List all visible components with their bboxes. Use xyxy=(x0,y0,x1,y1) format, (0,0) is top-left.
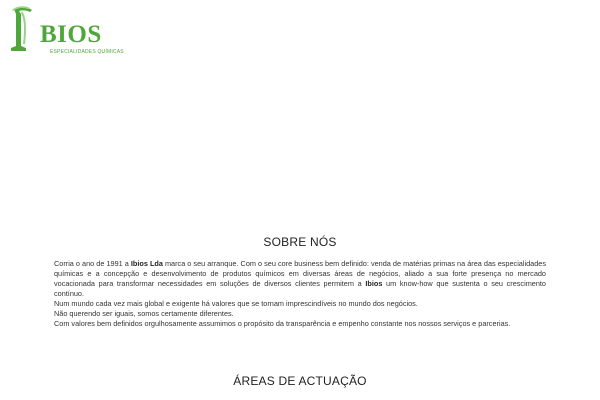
about-paragraph-1 xyxy=(54,259,546,299)
about-section-title: SOBRE NÓS xyxy=(263,235,337,249)
areas-section-title: ÁREAS DE ACTUAÇÃO xyxy=(233,374,367,388)
about-p1-part: Corria o ano de 1991 a xyxy=(54,259,131,268)
logo-wordmark: BIOS xyxy=(40,21,102,48)
about-text xyxy=(54,259,546,329)
about-paragraph-2: Num mundo cada vez mais global e exigente há valores que se tornam imprescindíveis no mundo dos negócios. xyxy=(54,299,418,308)
about-paragraph-3: Não querendo ser iguais, somos certamente diferentes. xyxy=(54,309,234,318)
company-name-short: Ibios xyxy=(365,279,383,288)
about-p1-part: marca o seu arranque. Com o seu core business bem definido: venda de matérias primas na área das especialidades químicas e a concepção e desenvolvimento de produtos químicos em diversas áreas de negócios, aliado a sua forte presença no mercado vocacionada para transformar necessidades em soluções de diversos clientes permitem a xyxy=(54,259,546,288)
about-p1-part: um know-how que sustenta o seu crescimento contínuo. xyxy=(54,279,546,298)
company-name: Ibios Lda xyxy=(130,259,163,268)
about-paragraph-4: Com valores bem definidos orgulhosamente assumimos o propósito da transparência e empenho constante nos nossos serviços e parcerias. xyxy=(54,319,511,328)
logo-tagline: ESPECIALIDADES QUÍMICAS xyxy=(50,49,124,55)
ibios-logo[interactable] xyxy=(10,6,124,55)
